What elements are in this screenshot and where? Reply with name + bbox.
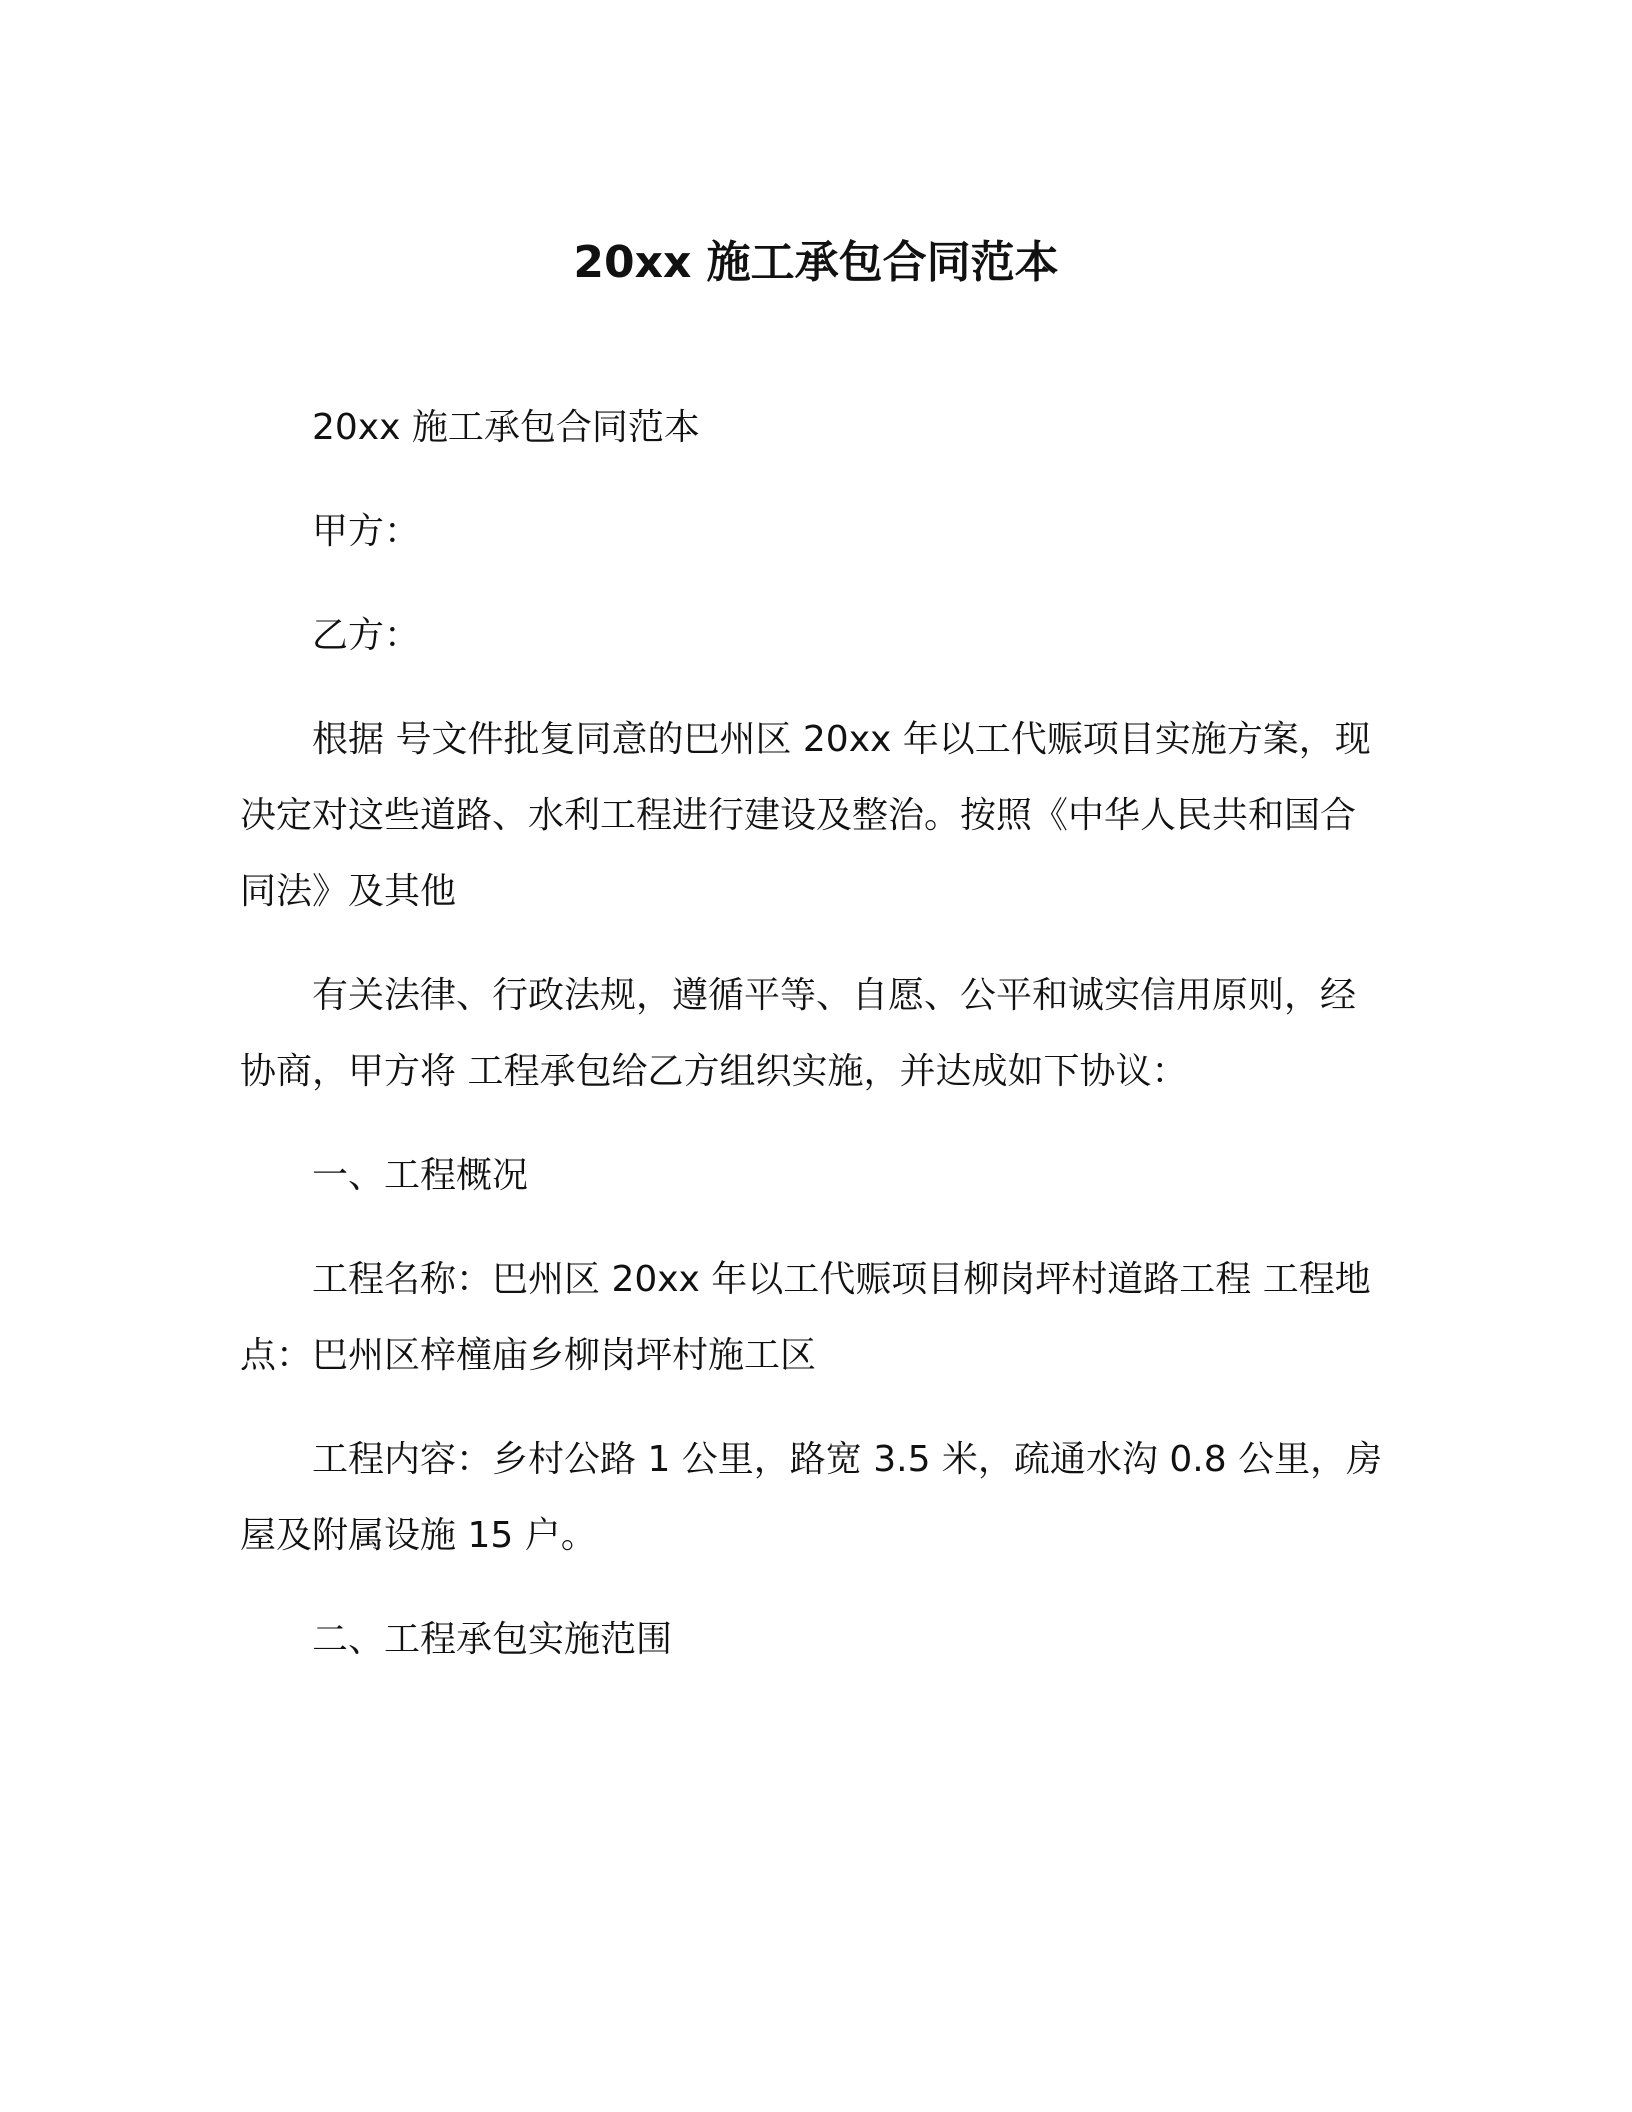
basis-paragraph: 根据 号文件批复同意的巴州区 20xx 年以工代赈项目实施方案，现决定对这些道路、水利工程进行建设及整治。按照《中华人民共和国合同法》及其他 — [240, 719, 1371, 912]
party-b-field: 乙方： — [312, 615, 421, 656]
party-a-field: 甲方： — [312, 511, 421, 552]
project-name-location-paragraph: 工程名称：巴州区 20xx 年以工代赈项目柳岗坪村道路工程 工程地点：巴州区梓橦庙乡柳岗坪村施工区 — [240, 1259, 1371, 1376]
subtitle-paragraph: 20xx 施工承包合同范本 — [312, 407, 700, 448]
principles-paragraph: 有关法律、行政法规，遵循平等、自愿、公平和诚实信用原则，经协商，甲方将 工程承包给乙方组织实施，并达成如下协议： — [240, 975, 1357, 1092]
section-heading-overview: 一、工程概况 — [312, 1155, 529, 1196]
section-heading-scope: 二、工程承包实施范围 — [312, 1619, 673, 1660]
document-title: 20xx 施工承包合同范本 — [573, 237, 1059, 288]
document-body — [240, 390, 1390, 1706]
project-content-paragraph: 工程内容：乡村公路 1 公里，路宽 3.5 米，疏通水沟 0.8 公里，房屋及附属设施 15 户。 — [240, 1439, 1383, 1556]
